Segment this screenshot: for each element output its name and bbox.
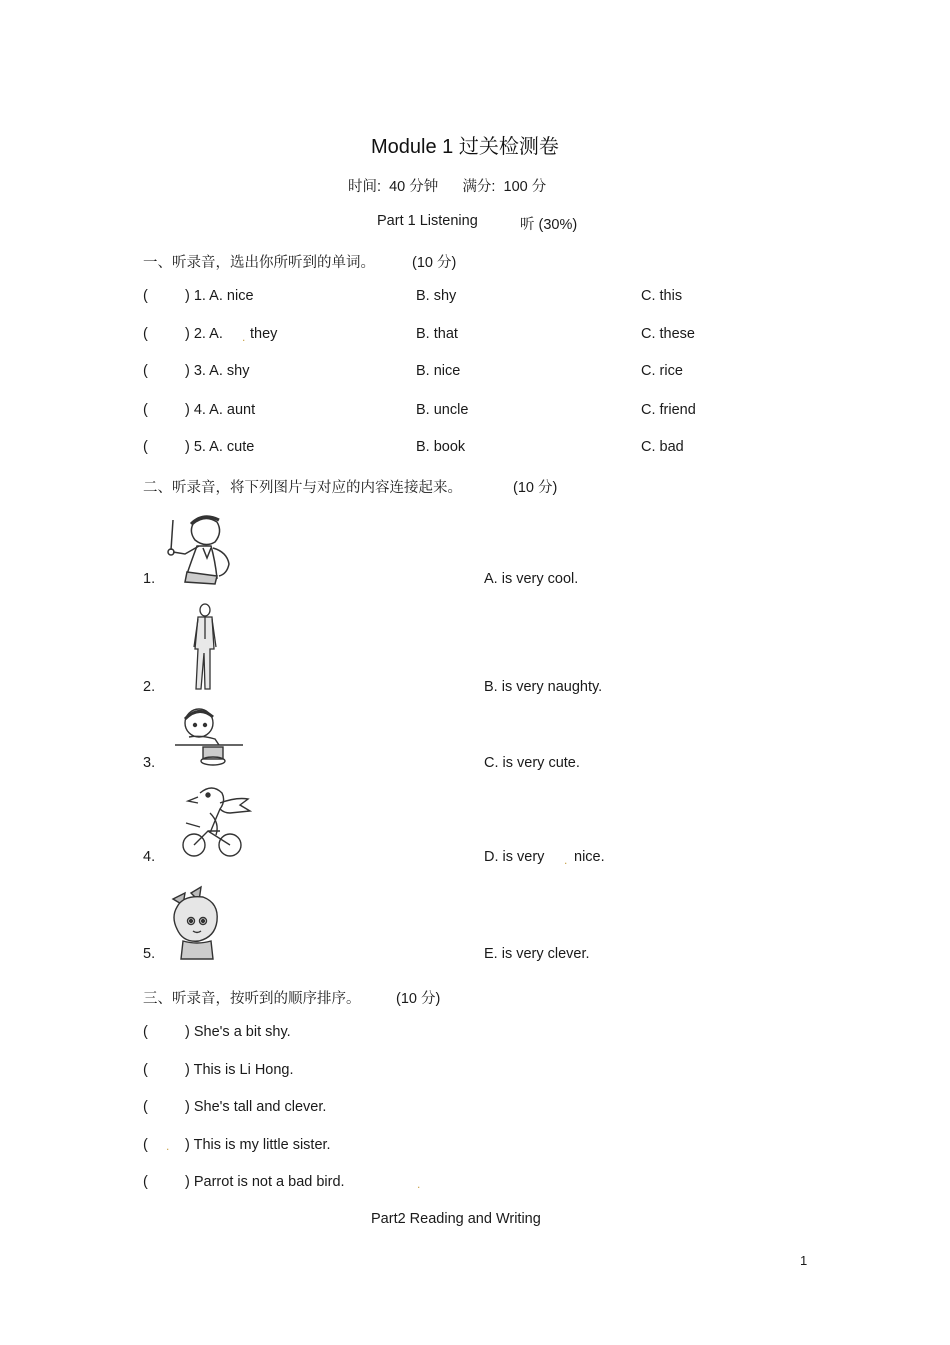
score-label: 满分: [462,179,496,195]
mark-dot: . [564,853,568,867]
page-title: Module 1 过关检测卷 [371,136,559,158]
ordering-item: ( ) This is my little sister. [143,1137,331,1153]
item-answer: B. is very naughty. [484,679,603,695]
mark-dot: . [417,1177,421,1191]
section3-heading: 三、听录音，按听到的顺序排序。 [143,991,361,1007]
option-c: C. rice [641,363,683,379]
mark-dot: . [166,1139,170,1153]
question-row: ( ) 1. A. nice [143,288,254,304]
page-number: 1 [800,1253,808,1268]
option-b: B. that [416,326,458,342]
item-number: 5. [143,946,156,962]
question-row: ( ) 3. A. shy [143,363,250,379]
part1-title: Part 1 Listening [377,213,478,229]
item-answer-a: D. is very [484,849,545,865]
option-c: C. bad [641,439,684,455]
section3-points: (10 分) [396,991,441,1007]
option-b: B. book [416,439,466,455]
question-row: ( ) 2. A. [143,326,223,342]
girl-with-pointer-icon [163,512,238,587]
score-value: 100 分 [503,179,547,195]
item-number: 2. [143,679,156,695]
option-c: C. this [641,288,683,304]
item-number: 4. [143,849,156,865]
option-b: B. nice [416,363,461,379]
item-answer: E. is very clever. [484,946,590,962]
section2-heading: 二、听录音，将下列图片与对应的内容连接起来。 [143,480,462,496]
time-value: 40 分钟 [389,179,439,195]
option-a-word: they [250,326,278,342]
option-c: C. friend [641,402,696,418]
item-answer-b: nice. [574,849,605,865]
option-b: B. shy [416,288,457,304]
question-row: ( ) 4. A. aunt [143,402,256,418]
section2-points: (10 分) [513,480,558,496]
ordering-item: ( ) She's tall and clever. [143,1099,327,1115]
option-b: B. uncle [416,402,469,418]
item-answer: A. is very cool. [484,571,579,587]
little-girl-with-bow-icon [163,885,225,961]
item-number: 3. [143,755,156,771]
section1-heading: 一、听录音，选出你所听到的单词。 [143,255,375,271]
item-answer: C. is very cute. [484,755,580,771]
ordering-item: ( ) This is Li Hong. [143,1062,294,1078]
option-c: C. these [641,326,695,342]
exam-info [348,175,546,196]
part2-title: Part2 Reading and Writing [371,1211,541,1227]
section1-points: (10 分) [412,255,457,271]
item-number: 1. [143,571,156,587]
time-label: 时间: [348,179,382,195]
part1-cn: 听 (30%) [520,217,578,233]
ordering-item: ( ) She's a bit shy. [143,1024,291,1040]
parrot-on-bike-icon [180,783,252,863]
standing-man-icon [188,603,222,691]
boy-with-cake-icon [175,705,245,769]
question-row: ( ) 5. A. cute [143,439,255,455]
ordering-item: ( ) Parrot is not a bad bird. [143,1174,345,1190]
mark-dot: . [242,330,246,344]
